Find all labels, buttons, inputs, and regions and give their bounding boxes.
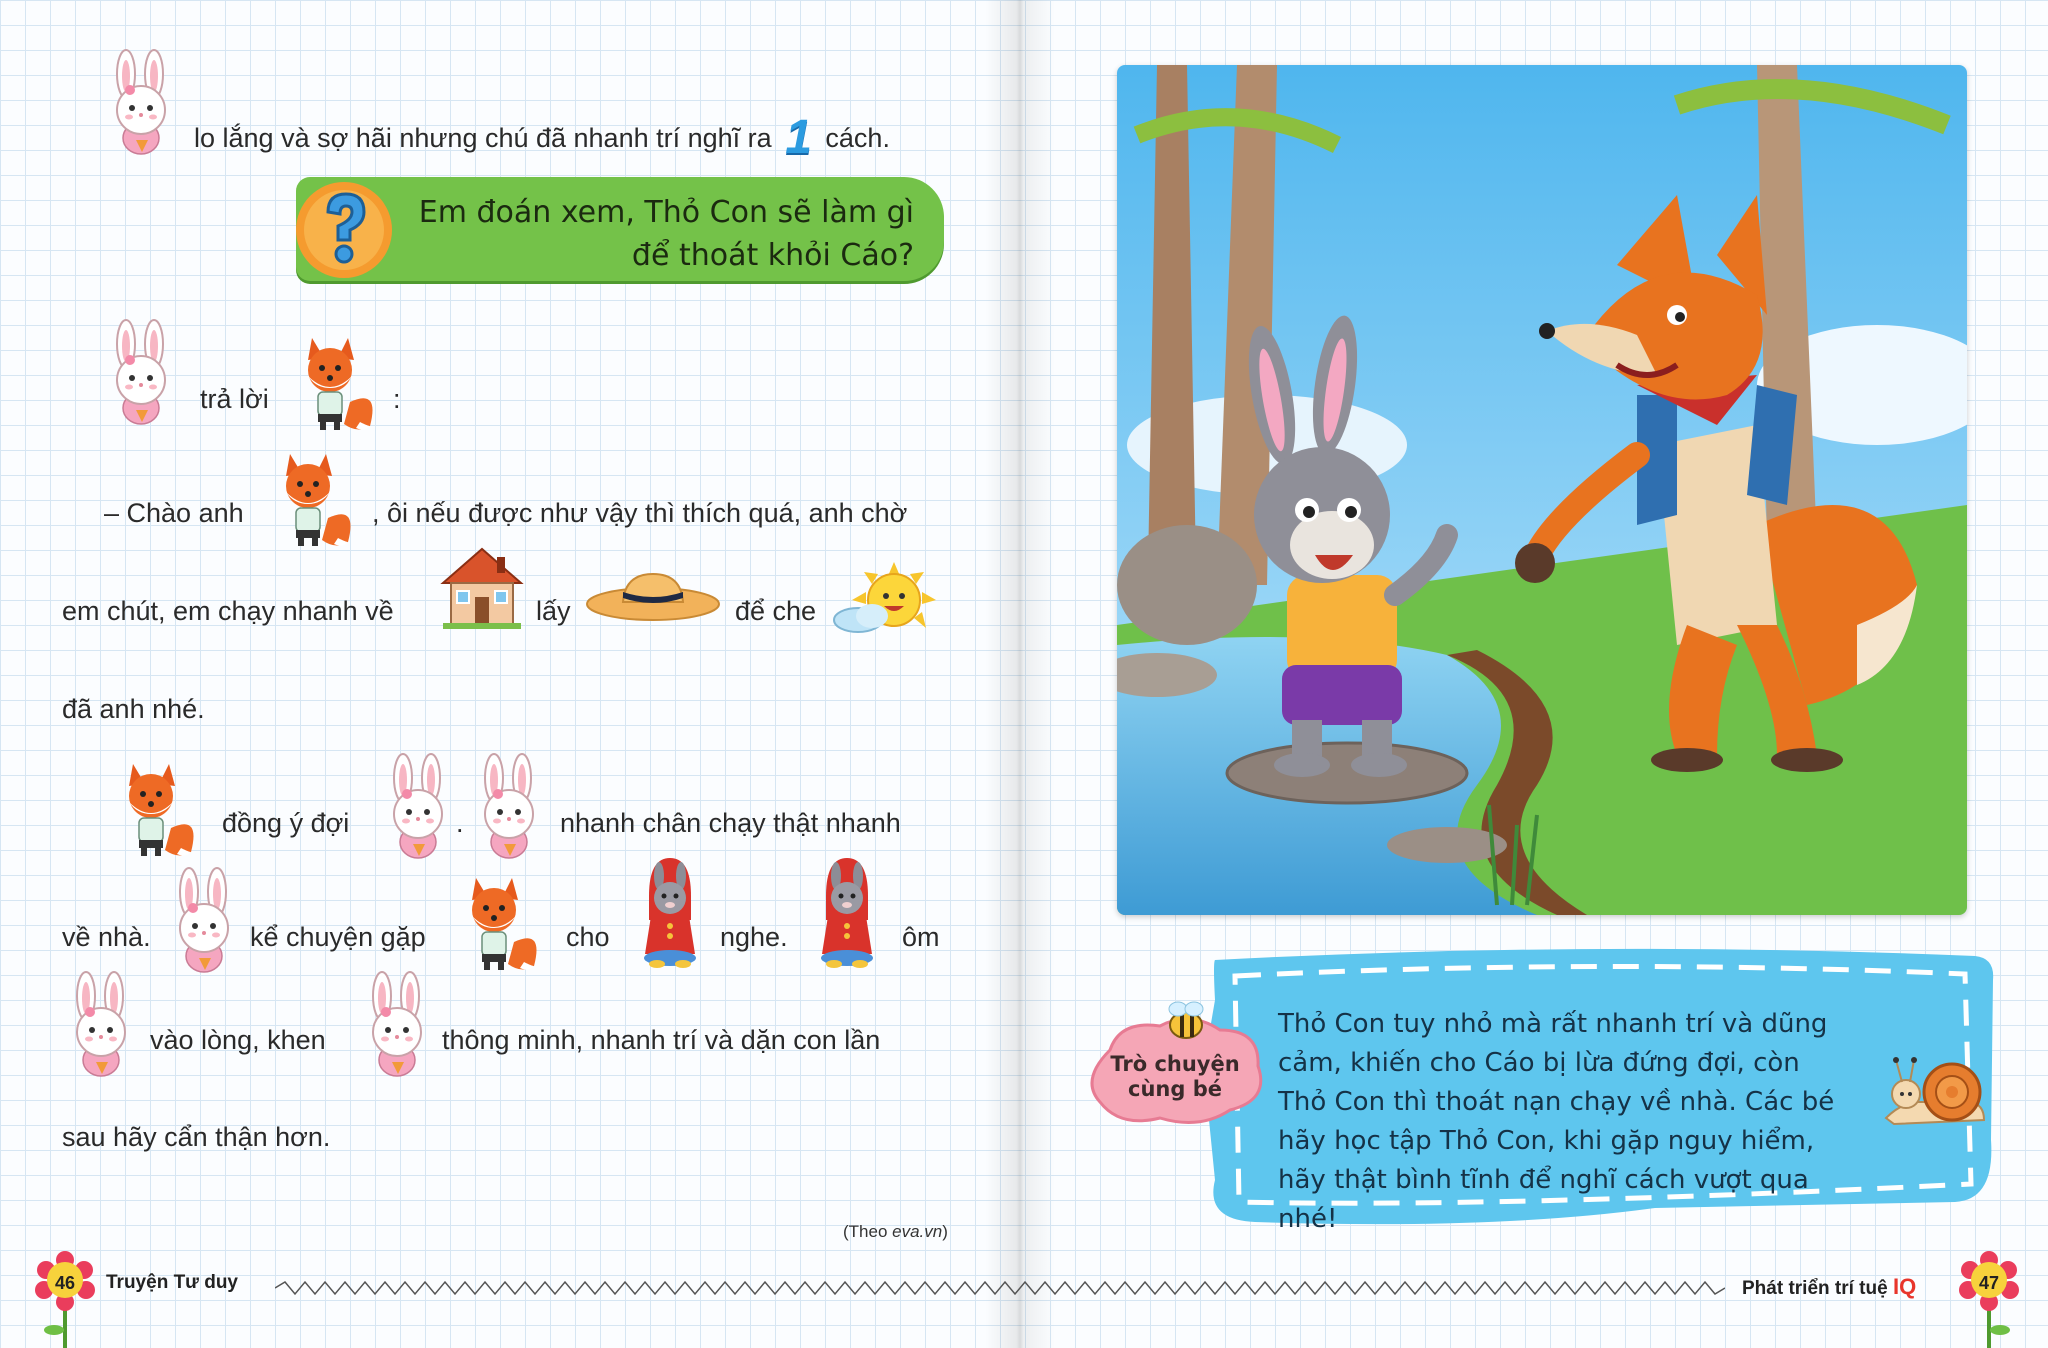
fox-icon xyxy=(294,326,376,434)
fox-icon xyxy=(272,442,354,550)
right-footer-title: Phát triển trí tuệ xyxy=(1742,1278,1888,1299)
question-mark-icon xyxy=(292,176,396,282)
number-one-badge: 1 xyxy=(785,111,812,164)
rabbit-icon xyxy=(102,318,180,428)
rabbit-icon xyxy=(62,970,140,1080)
left-footer-label: Truyện Tư duy xyxy=(106,1272,238,1293)
story-line-1 xyxy=(194,110,890,165)
agree-run-text: nhanh chân chạy thật nhanh xyxy=(560,808,901,838)
rabbit-icon xyxy=(379,752,457,862)
talk-label-line-1: Trò chuyện xyxy=(1110,1052,1240,1076)
source-credit xyxy=(843,1222,948,1242)
take-text: lấy xyxy=(536,596,571,626)
listen-text: nghe. xyxy=(720,922,788,952)
story-illustration xyxy=(1117,65,1967,915)
footer-zigzag-line xyxy=(275,1278,1725,1298)
talk-text: Thỏ Con tuy nhỏ mà rất nhanh trí và dũng cảm, khiến cho Cáo bị lừa đứng đợi, còn Thỏ Con thì thoát nạn chạy về nhà. Các bé hãy học tập Thỏ Con, khi gặp nguy hiểm, hãy thật bình tĩnh để nghĩ cách vượt qua nhé! xyxy=(1278,1009,1835,1234)
credit-prefix: (Theo xyxy=(843,1222,893,1241)
home-text: về nhà. xyxy=(62,922,151,952)
story-line-ok: đã anh nhé. xyxy=(62,694,205,724)
agree-dot: . xyxy=(456,808,464,838)
answer-label: trả lời xyxy=(200,384,269,414)
answer-colon: : xyxy=(393,384,401,414)
greeting-rest: , ôi nếu được như vậy thì thích quá, anh chờ xyxy=(372,498,908,528)
talk-label xyxy=(1100,1052,1250,1102)
mother-rabbit-icon xyxy=(635,850,705,970)
question-text: Em đoán xem, Thỏ Con sẽ làm gì để thoát khỏi Cáo? xyxy=(418,195,914,273)
flower-icon xyxy=(34,1250,96,1348)
mother-rabbit-icon xyxy=(812,850,882,970)
rabbit-icon xyxy=(165,866,243,976)
bee-icon xyxy=(1160,995,1212,1047)
sun-icon xyxy=(832,560,946,640)
greeting-start: – Chào anh xyxy=(104,498,244,528)
agree-text: đồng ý đợi xyxy=(222,808,350,838)
right-footer-label xyxy=(1742,1274,1916,1300)
story-text: lo lắng và sợ hãi nhưng chú đã nhanh trí nghĩ ra xyxy=(194,123,772,153)
flower-icon xyxy=(1958,1250,2020,1348)
iq-badge: IQ xyxy=(1892,1274,1917,1299)
rabbit-icon xyxy=(358,970,436,1080)
left-page-number: 46 xyxy=(54,1273,76,1293)
house-icon xyxy=(437,543,527,631)
fox-icon xyxy=(458,866,540,974)
hug-text: ôm xyxy=(902,922,940,952)
cover-text: để che xyxy=(735,596,817,626)
talk-label-line-2: cùng bé xyxy=(1128,1077,1222,1101)
book-gutter xyxy=(985,0,1055,1348)
tell-text: kể chuyện gặp xyxy=(250,922,426,952)
hat-icon xyxy=(585,566,721,626)
embrace-text: vào lòng, khen xyxy=(150,1025,326,1055)
story-text: cách. xyxy=(825,123,890,153)
run-text: em chút, em chạy nhanh về xyxy=(62,596,394,626)
rabbit-icon xyxy=(102,48,180,158)
credit-source: eva.vn xyxy=(892,1222,943,1241)
right-page-number: 47 xyxy=(1978,1273,2000,1293)
for-text: cho xyxy=(566,922,610,952)
snail-icon xyxy=(1880,1042,1990,1132)
rabbit-icon xyxy=(470,752,548,862)
story-line-last: sau hãy cẩn thận hơn. xyxy=(62,1122,331,1152)
fox-icon xyxy=(115,752,197,860)
praise-text: thông minh, nhanh trí và dặn con lần xyxy=(442,1025,881,1055)
credit-suffix: ) xyxy=(942,1222,948,1241)
